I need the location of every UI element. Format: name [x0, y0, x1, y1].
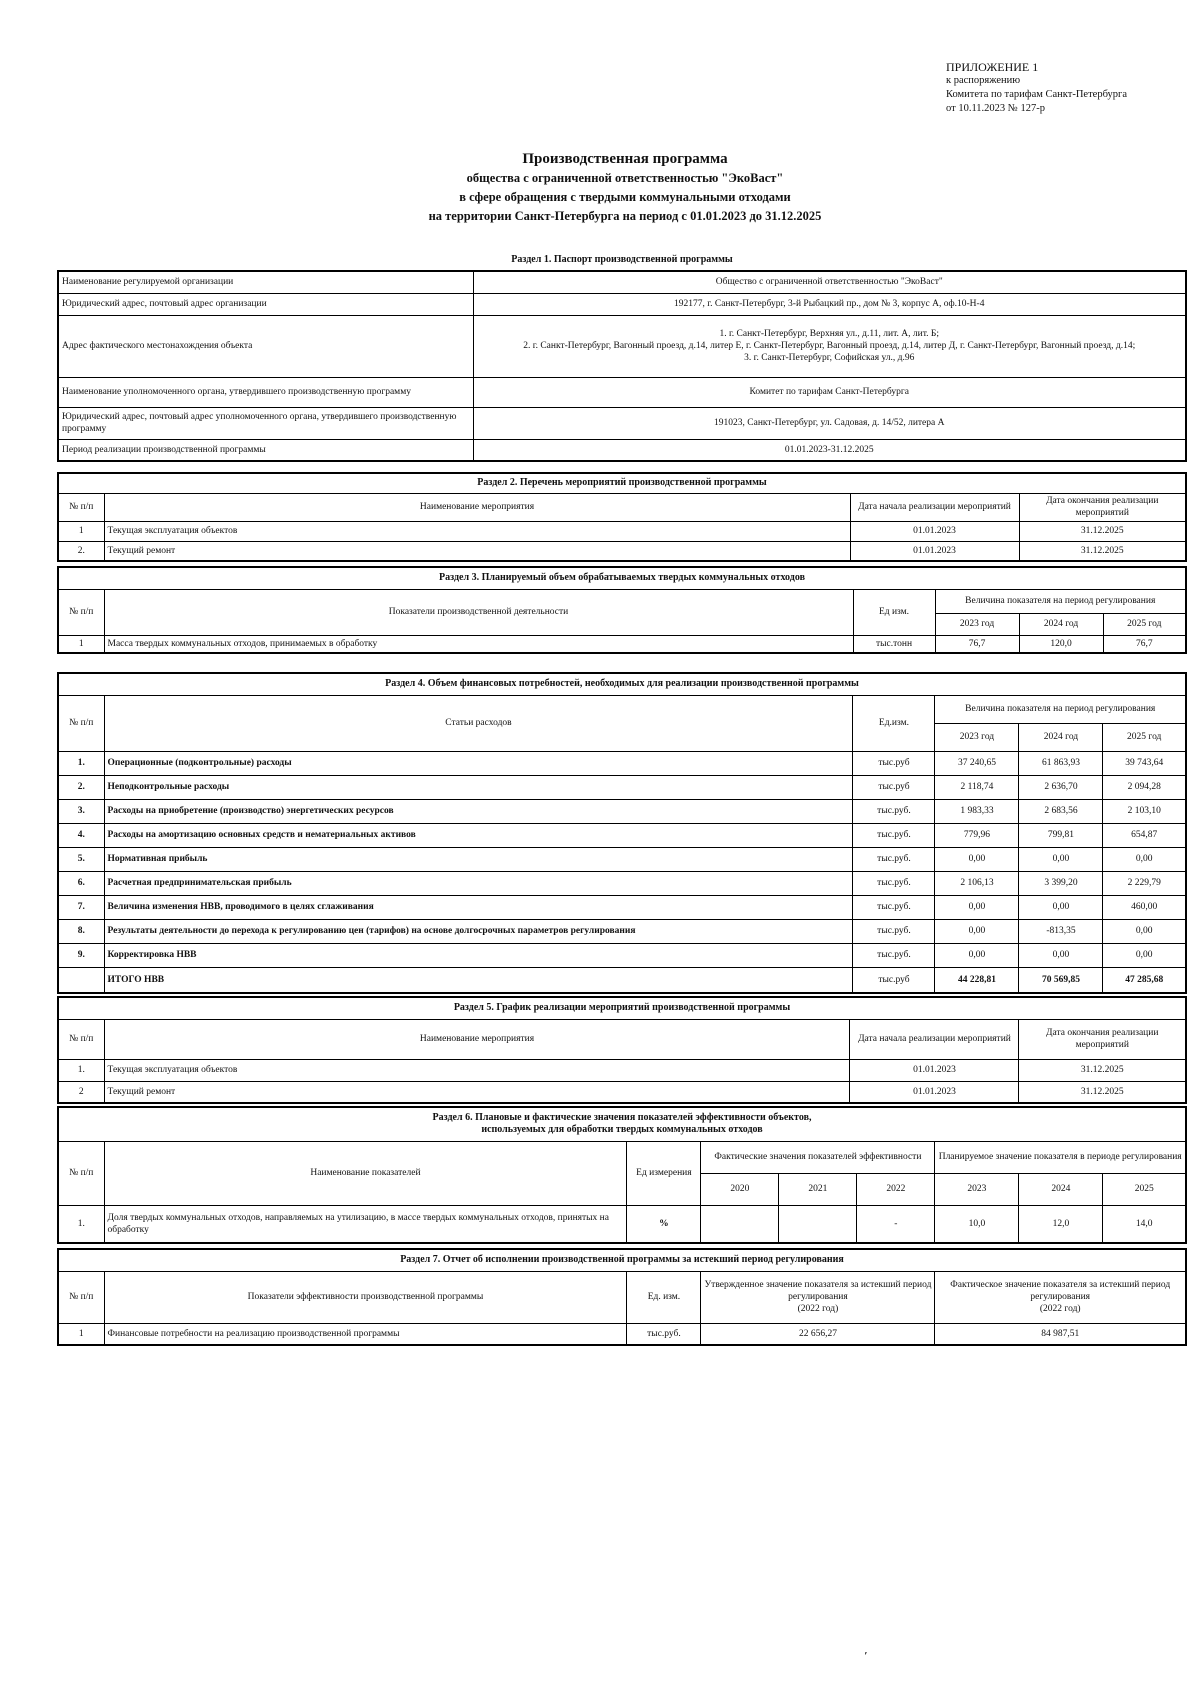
cell-num: 2.	[58, 775, 104, 799]
header-line: Фактическое значение показателя за истекший период регулирования	[950, 1280, 1171, 1302]
cell-value: 799,81	[1019, 823, 1103, 847]
table-header-row	[58, 1141, 1186, 1173]
cell-unit: тыс.руб.	[853, 895, 935, 919]
cell-value: 1 983,33	[935, 799, 1019, 823]
table-row	[58, 847, 1186, 871]
cell-name: Текущая эксплуатация объектов	[104, 521, 850, 541]
header-num: № п/п	[58, 1019, 104, 1059]
cell-start: 01.01.2023	[850, 521, 1019, 541]
header-year: 2025 год	[1103, 723, 1186, 751]
header-name: Статьи расходов	[104, 695, 853, 751]
cell-value: 0,00	[935, 943, 1019, 967]
address-line: 2. г. Санкт-Петербург, Вагонный проезд, д.14, литер Е, г. Санкт-Петербург, Вагонный проезд, д.14, литер Д, г. Санкт-Петербург, Вагонный проезд, д.14;	[523, 341, 1136, 351]
cell-unit: тыс.руб.	[853, 823, 935, 847]
cell-name: Неподконтрольные расходы	[104, 775, 853, 799]
cell-value: 0,00	[1019, 895, 1103, 919]
table-header-row	[58, 1271, 1186, 1323]
cell-num: 1.	[58, 751, 104, 775]
header-name: Показатели производственной деятельности	[104, 589, 853, 635]
cell-value	[701, 1205, 779, 1243]
header-num: № п/п	[58, 695, 104, 751]
cell-num: 6.	[58, 871, 104, 895]
cell-unit: тыс.руб.	[853, 919, 935, 943]
section5-table	[57, 996, 1187, 1104]
cell-value: 3 399,20	[1019, 871, 1103, 895]
header-line: Утвержденное значение показателя за истекший период регулирования	[704, 1280, 932, 1302]
cell-num: 4.	[58, 823, 104, 847]
cell-name: ИТОГО НВВ	[104, 967, 853, 993]
header-actual: Фактические значения показателей эффективности	[701, 1141, 935, 1173]
address-line: 1. г. Санкт-Петербург, Верхняя ул., д.11, лит. А, лит. Б;	[719, 329, 940, 339]
section3-table	[57, 566, 1187, 654]
table-row	[58, 751, 1186, 775]
cell-start: 01.01.2023	[850, 541, 1019, 561]
header-num: № п/п	[58, 589, 104, 635]
cell-name: Корректировка НВВ	[104, 943, 853, 967]
row-value: 01.01.2023-31.12.2025	[473, 439, 1186, 461]
section4-table	[57, 672, 1187, 994]
cell-name: Текущий ремонт	[104, 1081, 850, 1103]
cell-unit: тыс.руб.	[853, 943, 935, 967]
cell-name: Расходы на амортизацию основных средств и нематериальных активов	[104, 823, 853, 847]
table-row	[58, 871, 1186, 895]
cell-value: 10,0	[935, 1205, 1019, 1243]
cell-num: 5.	[58, 847, 104, 871]
table-header-row	[58, 695, 1186, 723]
header-planned: Планируемое значение показателя в периоде регулирования	[935, 1141, 1186, 1173]
cell-end: 31.12.2025	[1019, 1081, 1186, 1103]
header-year: 2022	[857, 1173, 935, 1205]
cell-value: 2 636,70	[1019, 775, 1103, 799]
header-year: 2024	[1019, 1173, 1103, 1205]
row-label: Период реализации производственной программы	[58, 439, 473, 461]
table-row	[58, 823, 1186, 847]
appendix-line: к распоряжению	[946, 75, 1021, 86]
cell-value: 0,00	[1103, 919, 1186, 943]
table-row	[58, 1323, 1186, 1345]
section4-caption: Раздел 4. Объем финансовых потребностей, необходимых для реализации производственной программы	[58, 673, 1186, 695]
table-row	[58, 799, 1186, 823]
section3-caption: Раздел 3. Планируемый объем обрабатываемых твердых коммунальных отходов	[58, 567, 1186, 589]
cell-value: 84 987,51	[935, 1323, 1186, 1345]
header-period: Величина показателя на период регулирования	[935, 589, 1186, 613]
cell-value: 47 285,68	[1103, 967, 1186, 993]
appendix-title: ПРИЛОЖЕНИЕ 1	[946, 60, 1039, 74]
caption-line: Раздел 6. Плановые и фактические значения показателей эффективности объектов,	[432, 1112, 812, 1124]
table-row	[58, 1205, 1186, 1243]
header-end: Дата окончания реализации мероприятий	[1019, 1019, 1186, 1059]
title-line: общества с ограниченной ответственностью "ЭкоВаст"	[466, 171, 784, 185]
section6-caption	[58, 1107, 1186, 1141]
appendix-line: Комитета по тарифам Санкт-Петербурга	[946, 89, 1128, 100]
cell-num: 3.	[58, 799, 104, 823]
cell-unit: тыс.руб.	[853, 799, 935, 823]
header-start: Дата начала реализации мероприятий	[850, 493, 1019, 521]
table-row	[58, 919, 1186, 943]
section1-caption: Раздел 1. Паспорт производственной программы	[511, 254, 733, 265]
address-line: 3. г. Санкт-Петербург, Софийская ул., д.96	[744, 353, 915, 363]
section5-caption: Раздел 5. График реализации мероприятий производственной программы	[58, 997, 1186, 1019]
cell-value: 779,96	[935, 823, 1019, 847]
header-end: Дата окончания реализации мероприятий	[1019, 493, 1186, 521]
header-num: № п/п	[58, 493, 104, 521]
header-line: (2022 год)	[797, 1304, 839, 1314]
cell-end: 31.12.2025	[1019, 1059, 1186, 1081]
cell-start: 01.01.2023	[850, 1081, 1019, 1103]
table-total-row	[58, 967, 1186, 993]
header-name: Наименование мероприятия	[104, 493, 850, 521]
table-row	[58, 315, 1186, 377]
cell-num: 1	[58, 521, 104, 541]
cell-name: Расчетная предпринимательская прибыль	[104, 871, 853, 895]
cell-name: Расходы на приобретение (производство) энергетических ресурсов	[104, 799, 853, 823]
row-label: Наименование регулируемой организации	[58, 271, 473, 293]
scan-mark: ٬	[864, 1651, 868, 1663]
header-approved	[701, 1271, 935, 1323]
appendix-block	[946, 60, 1127, 116]
title-line: Производственная программа	[522, 151, 728, 167]
row-label: Наименование уполномоченного органа, утвердившего производственную программу	[58, 377, 473, 407]
cell-value: 0,00	[1019, 847, 1103, 871]
header-year: 2025	[1103, 1173, 1186, 1205]
cell-value: -813,35	[1019, 919, 1103, 943]
header-name: Наименование мероприятия	[104, 1019, 850, 1059]
table-header-row	[58, 589, 1186, 613]
cell-num: 2	[58, 1081, 104, 1103]
cell-end: 31.12.2025	[1019, 521, 1186, 541]
header-unit: Ед измерения	[627, 1141, 701, 1205]
cell-value: 76,7	[1103, 635, 1186, 653]
table-row	[58, 377, 1186, 407]
header-year: 2023 год	[935, 613, 1019, 635]
header-year: 2024 год	[1019, 613, 1103, 635]
header-year: 2020	[701, 1173, 779, 1205]
cell-unit: тыс.руб.	[853, 847, 935, 871]
cell-value: 12,0	[1019, 1205, 1103, 1243]
cell-name: Нормативная прибыль	[104, 847, 853, 871]
cell-value: 460,00	[1103, 895, 1186, 919]
caption-line: используемых для обработки твердых коммунальных отходов	[481, 1124, 763, 1136]
cell-start: 01.01.2023	[850, 1059, 1019, 1081]
row-value: 191023, Санкт-Петербург, ул. Садовая, д. 14/52, литера А	[473, 407, 1186, 439]
cell-value: 0,00	[935, 847, 1019, 871]
cell-value: 2 229,79	[1103, 871, 1186, 895]
header-period: Величина показателя на период регулирования	[935, 695, 1186, 723]
cell-unit: тыс.руб.	[853, 871, 935, 895]
cell-name: Доля твердых коммунальных отходов, направляемых на утилизацию, в массе твердых коммунальных отходов, принятых на обработку	[104, 1205, 627, 1243]
row-value: Комитет по тарифам Санкт-Петербурга	[473, 377, 1186, 407]
table-row	[58, 1081, 1186, 1103]
cell-value: 2 094,28	[1103, 775, 1186, 799]
header-unit: Ед. изм.	[627, 1271, 701, 1323]
header-line: (2022 год)	[1039, 1304, 1081, 1314]
table-row	[58, 943, 1186, 967]
cell-value: 2 118,74	[935, 775, 1019, 799]
cell-value: 76,7	[935, 635, 1019, 653]
header-start: Дата начала реализации мероприятий	[850, 1019, 1019, 1059]
table-row	[58, 439, 1186, 461]
cell-value: 2 106,13	[935, 871, 1019, 895]
table-row	[58, 521, 1186, 541]
row-value: 192177, г. Санкт-Петербург, 3-й Рыбацкий пр., дом № 3, корпус А, оф.10-Н-4	[473, 293, 1186, 315]
cell-value: 2 103,10	[1103, 799, 1186, 823]
cell-unit: тыс.руб	[853, 751, 935, 775]
row-value	[473, 315, 1186, 377]
cell-end: 31.12.2025	[1019, 541, 1186, 561]
cell-num: 1.	[58, 1059, 104, 1081]
header-year: 2021	[779, 1173, 857, 1205]
row-label: Юридический адрес, почтовый адрес уполномоченного органа, утвердившего производственную программу	[58, 407, 473, 439]
header-year: 2023 год	[935, 723, 1019, 751]
section7-table	[57, 1248, 1187, 1346]
header-year: 2024 год	[1019, 723, 1103, 751]
cell-unit: тыс.руб	[853, 775, 935, 799]
header-year: 2023	[935, 1173, 1019, 1205]
cell-name: Текущий ремонт	[104, 541, 850, 561]
table-header-row	[58, 1019, 1186, 1059]
cell-name: Результаты деятельности до перехода к регулированию цен (тарифов) на основе долгосрочных параметров регулирования	[104, 919, 853, 943]
section7-caption: Раздел 7. Отчет об исполнении производственной программы за истекший период регулирования	[58, 1249, 1186, 1271]
cell-value: 0,00	[1103, 943, 1186, 967]
document-title	[0, 150, 1200, 226]
table-row	[58, 541, 1186, 561]
cell-value: 0,00	[935, 895, 1019, 919]
header-name: Показатели эффективности производственной программы	[104, 1271, 627, 1323]
table-row	[58, 271, 1186, 293]
cell-num: 1.	[58, 1205, 104, 1243]
cell-name: Финансовые потребности на реализацию производственной программы	[104, 1323, 627, 1345]
header-unit: Ед изм.	[853, 589, 935, 635]
table-header-row	[58, 493, 1186, 521]
cell-name: Масса твердых коммунальных отходов, принимаемых в обработку	[104, 635, 853, 653]
cell-value: 61 863,93	[1019, 751, 1103, 775]
cell-unit: тыс.руб	[853, 967, 935, 993]
cell-value: 39 743,64	[1103, 751, 1186, 775]
header-unit: Ед.изм.	[853, 695, 935, 751]
title-line: на территории Санкт-Петербурга на период с 01.01.2023 до 31.12.2025	[428, 209, 822, 223]
section1-table	[57, 270, 1187, 462]
cell-unit: %	[627, 1205, 701, 1243]
cell-num: 1	[58, 635, 104, 653]
table-row	[58, 635, 1186, 653]
cell-name: Операционные (подконтрольные) расходы	[104, 751, 853, 775]
table-row	[58, 895, 1186, 919]
cell-value	[779, 1205, 857, 1243]
section2-table	[57, 472, 1187, 562]
cell-value: 14,0	[1103, 1205, 1186, 1243]
cell-value: -	[857, 1205, 935, 1243]
title-line: в сфере обращения с твердыми коммунальными отходами	[459, 190, 791, 204]
cell-value: 654,87	[1103, 823, 1186, 847]
section6-table	[57, 1106, 1187, 1244]
row-label: Адрес фактического местонахождения объекта	[58, 315, 473, 377]
header-year: 2025 год	[1103, 613, 1186, 635]
cell-num: 2.	[58, 541, 104, 561]
cell-value: 70 569,85	[1019, 967, 1103, 993]
cell-num: 9.	[58, 943, 104, 967]
table-row	[58, 1059, 1186, 1081]
section2-caption: Раздел 2. Перечень мероприятий производственной программы	[58, 473, 1186, 493]
cell-value: 0,00	[1103, 847, 1186, 871]
header-num: № п/п	[58, 1271, 104, 1323]
appendix-line: от 10.11.2023 № 127-р	[946, 103, 1045, 114]
cell-value: 0,00	[935, 919, 1019, 943]
cell-name: Текущая эксплуатация объектов	[104, 1059, 850, 1081]
row-value: Общество с ограниченной ответственностью "ЭкоВаст"	[473, 271, 1186, 293]
header-num: № п/п	[58, 1141, 104, 1205]
table-row	[58, 407, 1186, 439]
cell-value: 0,00	[1019, 943, 1103, 967]
row-label: Юридический адрес, почтовый адрес организации	[58, 293, 473, 315]
cell-value: 37 240,65	[935, 751, 1019, 775]
table-row	[58, 775, 1186, 799]
header-name: Наименование показателей	[104, 1141, 627, 1205]
cell-num: 1	[58, 1323, 104, 1345]
cell-value: 120,0	[1019, 635, 1103, 653]
cell-name: Величина изменения НВВ, проводимого в целях сглаживания	[104, 895, 853, 919]
cell-unit: тыс.тонн	[853, 635, 935, 653]
cell-unit: тыс.руб.	[627, 1323, 701, 1345]
cell-value: 22 656,27	[701, 1323, 935, 1345]
cell-num: 7.	[58, 895, 104, 919]
table-row	[58, 293, 1186, 315]
header-actual	[935, 1271, 1186, 1323]
cell-value: 2 683,56	[1019, 799, 1103, 823]
cell-num: 8.	[58, 919, 104, 943]
cell-num	[58, 967, 104, 993]
cell-value: 44 228,81	[935, 967, 1019, 993]
